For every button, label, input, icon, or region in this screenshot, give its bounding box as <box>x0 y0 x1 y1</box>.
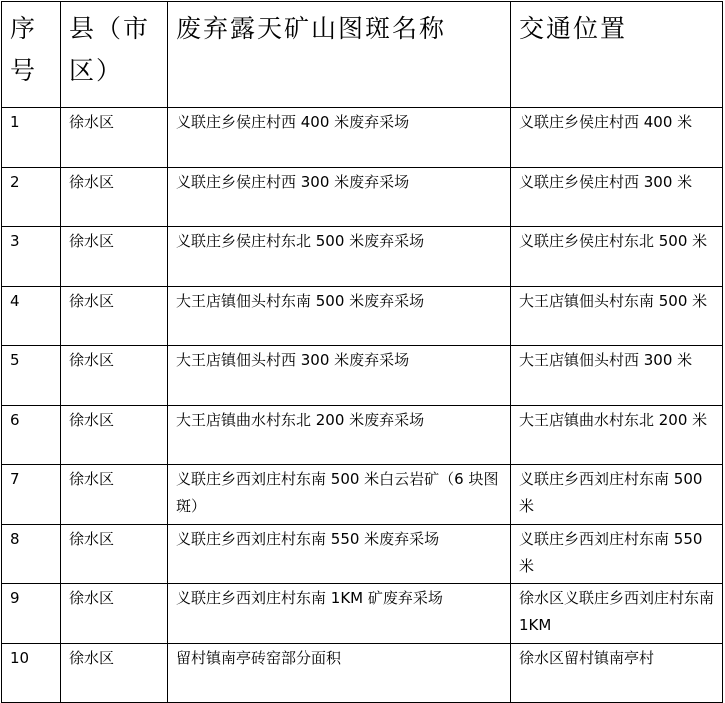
mine-sites-table <box>1 1 723 703</box>
cell-location: 义联庄乡西刘庄村东南 500 米 <box>511 465 723 525</box>
table-row <box>2 584 723 644</box>
cell-seq: 8 <box>2 524 61 584</box>
header-seq: 序号 <box>2 2 61 108</box>
cell-location: 义联庄乡侯庄村西 300 米 <box>511 167 723 227</box>
cell-name: 义联庄乡西刘庄村东南 550 米废弃采场 <box>168 524 511 584</box>
cell-name: 大王店镇曲水村东北 200 米废弃采场 <box>168 405 511 465</box>
table-row <box>2 405 723 465</box>
cell-seq: 9 <box>2 584 61 644</box>
cell-county: 徐水区 <box>61 286 168 346</box>
cell-name: 留村镇南亭砖窑部分面积 <box>168 643 511 703</box>
table-row <box>2 286 723 346</box>
cell-county: 徐水区 <box>61 524 168 584</box>
table-row <box>2 167 723 227</box>
table-row <box>2 346 723 406</box>
cell-location: 义联庄乡侯庄村东北 500 米 <box>511 227 723 287</box>
cell-county: 徐水区 <box>61 227 168 287</box>
table-row <box>2 465 723 525</box>
cell-seq: 5 <box>2 346 61 406</box>
header-row <box>2 2 723 108</box>
cell-name: 大王店镇佃头村东南 500 米废弃采场 <box>168 286 511 346</box>
cell-county: 徐水区 <box>61 584 168 644</box>
cell-county: 徐水区 <box>61 108 168 168</box>
cell-location: 大王店镇佃头村东南 500 米 <box>511 286 723 346</box>
table-row <box>2 643 723 703</box>
cell-location: 徐水区留村镇南亭村 <box>511 643 723 703</box>
cell-seq: 4 <box>2 286 61 346</box>
cell-seq: 3 <box>2 227 61 287</box>
cell-county: 徐水区 <box>61 405 168 465</box>
cell-name: 义联庄乡侯庄村西 400 米废弃采场 <box>168 108 511 168</box>
cell-location: 大王店镇曲水村东北 200 米 <box>511 405 723 465</box>
cell-name: 义联庄乡侯庄村东北 500 米废弃采场 <box>168 227 511 287</box>
header-county: 县（市区） <box>61 2 168 108</box>
cell-county: 徐水区 <box>61 465 168 525</box>
header-location: 交通位置 <box>511 2 723 108</box>
cell-county: 徐水区 <box>61 167 168 227</box>
cell-name: 义联庄乡西刘庄村东南 1KM 矿废弃采场 <box>168 584 511 644</box>
table-row <box>2 524 723 584</box>
cell-seq: 7 <box>2 465 61 525</box>
cell-county: 徐水区 <box>61 643 168 703</box>
table-row <box>2 108 723 168</box>
cell-name: 义联庄乡西刘庄村东南 500 米白云岩矿（6 块图斑） <box>168 465 511 525</box>
cell-name: 义联庄乡侯庄村西 300 米废弃采场 <box>168 167 511 227</box>
cell-location: 义联庄乡侯庄村西 400 米 <box>511 108 723 168</box>
cell-seq: 6 <box>2 405 61 465</box>
header-name: 废弃露天矿山图斑名称 <box>168 2 511 108</box>
cell-seq: 1 <box>2 108 61 168</box>
cell-location: 义联庄乡西刘庄村东南 550 米 <box>511 524 723 584</box>
cell-location: 徐水区义联庄乡西刘庄村东南 1KM <box>511 584 723 644</box>
cell-name: 大王店镇佃头村西 300 米废弃采场 <box>168 346 511 406</box>
cell-seq: 2 <box>2 167 61 227</box>
cell-seq: 10 <box>2 643 61 703</box>
table-row <box>2 227 723 287</box>
cell-county: 徐水区 <box>61 346 168 406</box>
cell-location: 大王店镇佃头村西 300 米 <box>511 346 723 406</box>
